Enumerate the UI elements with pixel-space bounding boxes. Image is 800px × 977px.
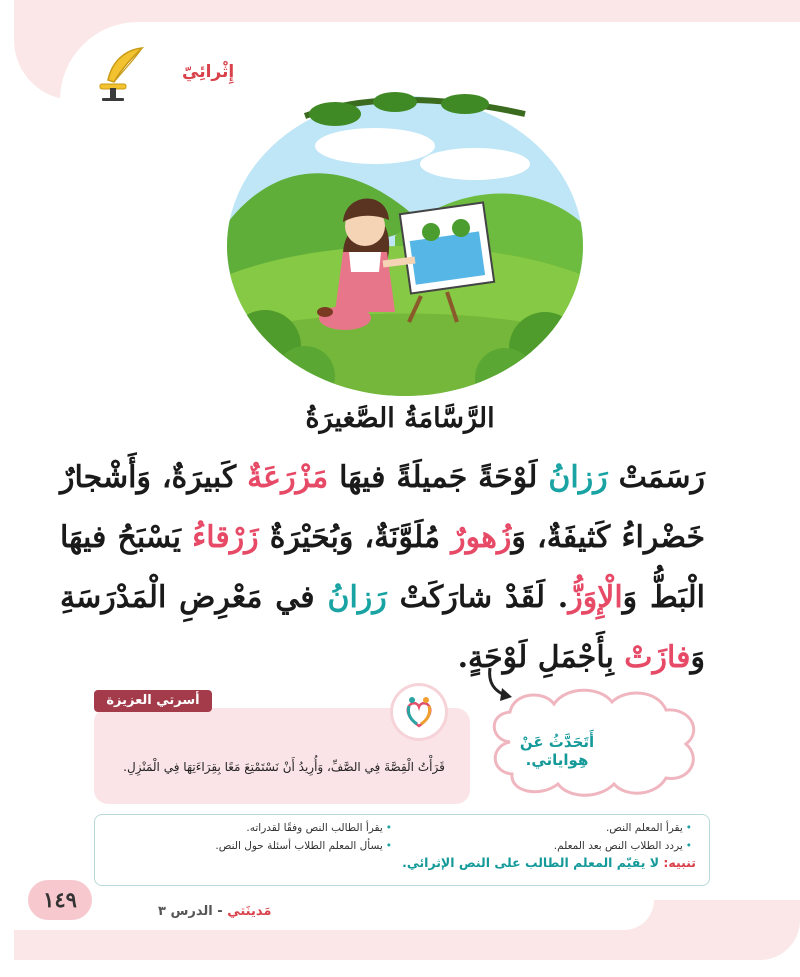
story-text-segment: بِأَجْمَلِ لَوْحَةٍ. xyxy=(457,640,625,675)
teacher-warning xyxy=(402,855,696,870)
story-text-segment: كَبيرَةٌ، وَأَشْجارٌ خَضْراءُ كَثيفَةٌ، وَ xyxy=(60,460,705,555)
section-label: إِثْرائِيّ xyxy=(182,62,235,82)
bullet-dot-icon: • xyxy=(385,822,392,834)
footer-unit: مَدينَتي xyxy=(227,904,272,919)
family-hearts-icon xyxy=(393,686,445,738)
highlight-word: رَزانُ xyxy=(548,460,608,495)
story-text-segment: . لَقَدْ شارَكَتْ xyxy=(386,580,569,615)
story-text-segment: يَسْبَحُ فيهَا الْبَطُّ وَ xyxy=(60,520,705,615)
teacher-note-text: يقرأ الطالب النص وفقًا لقدراته. xyxy=(246,822,383,834)
teacher-note-item xyxy=(554,840,692,852)
story-text xyxy=(60,448,705,688)
story-text-segment: لَوْحَةً جَميلَةً فيهَا xyxy=(328,460,549,495)
story-text-segment: مُلَوَّنَةٌ، وَبُحَيْرَةٌ xyxy=(258,520,452,555)
teacher-note-text: يردد الطلاب النص بعد المعلم. xyxy=(553,840,683,852)
story-text-segment: في مَعْرِضِ الْمَدْرَسَةِ وَ xyxy=(60,580,705,675)
bullet-dot-icon: • xyxy=(685,840,692,852)
teacher-note-item xyxy=(246,822,392,834)
quill-pen-icon xyxy=(94,44,146,102)
family-note-text: قَرَأْتُ الْقِصَّةَ فِي الصَّفِّ، وَأُرِيدُ أَنْ نَسْتَمْتِعَ مَعًا بِقِرَاءَتِهَا فِي الْمَنْزِلِ. xyxy=(123,760,445,774)
footer-lesson xyxy=(158,904,271,919)
bullet-dot-icon: • xyxy=(385,840,392,852)
page-number: ١٤٩ xyxy=(28,880,92,920)
bottom-decor-cutout xyxy=(14,900,654,930)
bullet-dot-icon: • xyxy=(685,822,692,834)
teacher-note-item xyxy=(606,822,692,834)
family-note-label: أسرتي العزيزة xyxy=(94,690,212,712)
speaking-prompt: أَتَحَدَّثُ عَنْ هِواياتي. xyxy=(519,733,595,769)
highlight-word: مَزْرَعَةٌ xyxy=(247,460,329,495)
girl-painting-illustration xyxy=(225,86,585,396)
highlight-word: فازَتْ xyxy=(624,640,691,675)
warning-label: تنبيه: xyxy=(663,855,696,870)
highlight-word: زُهورٌ xyxy=(451,520,512,555)
highlight-word: رَزانُ xyxy=(327,580,387,615)
teacher-note-item xyxy=(215,840,392,852)
story-text-segment: رَسَمَتْ xyxy=(607,460,705,495)
highlight-word: زَرْقاءُ xyxy=(192,520,259,555)
story-title: الرَّسَّامَةُ الصَّغيرَةُ xyxy=(305,403,495,434)
teacher-note-text: يسأل المعلم الطلاب أسئلة حول النص. xyxy=(215,840,383,852)
teacher-note-text: يقرأ المعلم النص. xyxy=(605,822,683,834)
highlight-word: الْإِوَزُّ xyxy=(568,580,623,615)
warning-text: لا يقيّم المعلم الطالب على النص الإثرائي. xyxy=(402,855,660,870)
footer-lesson-number: - الدرس ٣ xyxy=(158,904,228,919)
